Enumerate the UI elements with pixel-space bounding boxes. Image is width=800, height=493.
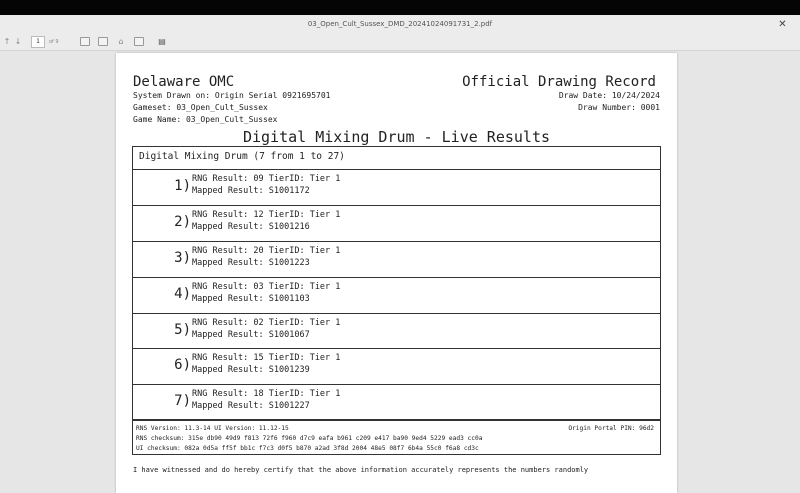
window-title: 03_Open_Cult_Sussex_DMD_20241024091731_2.pdf — [307, 20, 493, 28]
result-number: 3) — [174, 250, 191, 266]
draw-date: Draw Date: 10/24/2024 — [558, 91, 660, 100]
rng-result: RNG Result: 20 TierID: Tier 1 — [192, 246, 341, 256]
system-drawn: System Drawn on: Origin Serial 0921695701 — [133, 91, 331, 100]
mapped-result: Mapped Result: S1001227 — [192, 401, 310, 411]
viewer-toolbar — [0, 34, 800, 51]
result-number: 2) — [174, 214, 191, 230]
result-number: 4) — [174, 286, 191, 302]
top-panel — [0, 0, 800, 15]
two-page-icon[interactable] — [98, 37, 108, 46]
mapped-result: Mapped Result: S1001172 — [192, 186, 310, 196]
mapped-result: Mapped Result: S1001216 — [192, 222, 310, 232]
drum-header: Digital Mixing Drum (7 from 1 to 27) — [139, 151, 345, 162]
result-row — [133, 348, 660, 384]
mapped-result: Mapped Result: S1001067 — [192, 330, 310, 340]
print-icon[interactable]: ▤ — [158, 37, 166, 46]
game-name: Game Name: 03_Open_Cult_Sussex — [133, 115, 278, 124]
rng-result: RNG Result: 15 TierID: Tier 1 — [192, 353, 341, 363]
rng-result: RNG Result: 09 TierID: Tier 1 — [192, 174, 341, 184]
page-title: Digital Mixing Drum - Live Results — [242, 128, 551, 146]
result-row — [133, 313, 660, 349]
close-icon[interactable]: ✕ — [778, 19, 787, 30]
version-info: RNS Version: 11.3-14 UI Version: 11.12-15 — [136, 425, 289, 432]
rng-result: RNG Result: 18 TierID: Tier 1 — [192, 389, 341, 399]
rng-result: RNG Result: 12 TierID: Tier 1 — [192, 210, 341, 220]
result-number: 6) — [174, 357, 191, 373]
version-checksum-box — [132, 420, 661, 455]
result-row — [133, 205, 660, 241]
fit-page-icon[interactable] — [134, 37, 144, 46]
result-number: 1) — [174, 178, 191, 194]
mapped-result: Mapped Result: S1001239 — [192, 365, 310, 375]
arrow-up-icon[interactable]: ↑ — [3, 37, 11, 46]
page-number-input[interactable]: 1 — [31, 36, 45, 48]
result-row — [133, 384, 660, 420]
draw-number: Draw Number: 0001 — [578, 103, 660, 112]
result-row — [133, 241, 660, 277]
result-number: 7) — [174, 393, 191, 409]
rns-checksum: RNS checksum: 315e db90 49d9 f813 72f6 f960 d7c9 eafa b961 c209 e417 ba90 9ed4 5229 ead3 cc0a — [136, 435, 483, 442]
rng-result: RNG Result: 03 TierID: Tier 1 — [192, 282, 341, 292]
mapped-result: Mapped Result: S1001223 — [192, 258, 310, 268]
portal-pin: Origin Portal PIN: 96d2 — [568, 425, 654, 432]
record-title: Official Drawing Record — [462, 74, 656, 90]
result-row — [133, 277, 660, 313]
gameset: Gameset: 03_Open_Cult_Sussex — [133, 103, 268, 112]
rotate-icon[interactable]: ⌂ — [118, 37, 124, 46]
single-page-icon[interactable] — [80, 37, 90, 46]
pdf-page — [116, 53, 677, 493]
arrow-down-icon[interactable]: ↓ — [14, 37, 22, 46]
page-count-label: of 9 — [49, 39, 59, 45]
result-row — [133, 169, 660, 205]
rng-result: RNG Result: 02 TierID: Tier 1 — [192, 318, 341, 328]
drum-results-table — [132, 146, 661, 420]
certification-text: I have witnessed and do hereby certify that the above information accurately represents the numbers randomly — [133, 466, 589, 474]
ui-checksum: UI checksum: 082a 0d5a ff5f bb1c f7c3 d0f5 b870 a2ad 3f8d 2004 48e5 08f7 6b4a 55c0 f6a8 cd3c — [136, 445, 479, 452]
mapped-result: Mapped Result: S1001103 — [192, 294, 310, 304]
window-titlebar — [0, 15, 800, 34]
result-number: 5) — [174, 322, 191, 338]
org-name: Delaware OMC — [133, 74, 235, 90]
